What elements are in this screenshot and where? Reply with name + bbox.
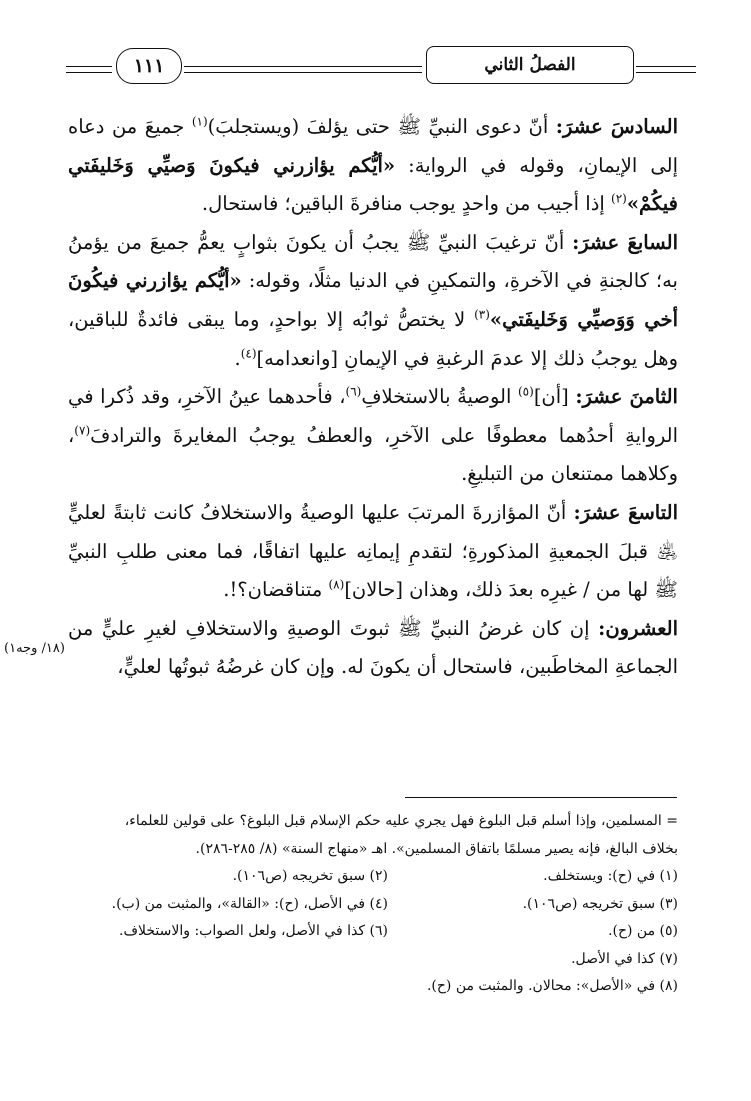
paragraph-18 <box>68 378 678 494</box>
footnote-8: (٨) في «الأصل»: محالان. والمثبت من (ح). <box>426 978 678 994</box>
paragraph-19 <box>68 494 678 610</box>
header-rule-middle <box>184 66 422 73</box>
footnote-row <box>66 891 678 919</box>
paragraph-lead: السابعَ عشرَ: <box>572 230 678 254</box>
footnote-3: (٣) سبق تخريجه (ص١٠٦). <box>522 895 678 912</box>
paragraph-lead: السادسَ عشرَ: <box>555 115 678 138</box>
paragraph-text: لا يختصُّ ثوابُه إلا بواحدٍ، وما يبقى فائدةٌ للباقين، وهل يوجبُ ذلك إلا عدمَ الرغبةِ في الإيمانِ [وانعدامه] <box>68 307 678 370</box>
hadith-quote: «أيُّكم يؤازرني فيكونَ وَصيِّي وَخَليفَتي فيكُمْ» <box>68 153 678 216</box>
footnote-ref: (٧) <box>74 423 91 438</box>
footnote-ref: (٥) <box>517 384 534 399</box>
paragraph-text: متناقضان؟!. <box>223 578 329 602</box>
paragraph-17 <box>68 224 678 378</box>
paragraph-text: أنّ المؤازرةَ المرتبَ عليها الوصيةُ والاستخلافُ كانت ثابتةً لعليٍّ ﵁ قبلَ الجمعيةِ المذكورةِ؛ لتقدمِ إيمانِه عليها اتفاقًا، فما معنى طلبِ النبيِّ ﷺ لها من / غيرِه بعدَ ذلك، وهذان [حالان] <box>68 500 678 602</box>
main-text <box>68 108 678 687</box>
footnotes <box>66 808 678 1001</box>
paragraph-text: [أن] <box>533 385 576 409</box>
manuscript-folio-note: (١٨/ وجه١) <box>4 641 65 656</box>
footnote-row <box>66 863 678 891</box>
paragraph-text: الوصيةُ بالاستخلافِ <box>361 385 518 409</box>
footnote-separator <box>405 797 677 798</box>
footnote-4: (٤) في الأصل، (ح): «القالة»، والمثبت من (ب). <box>111 895 388 912</box>
header-rule-right <box>636 66 696 73</box>
paragraph-text: إن كان غرضُ النبيِّ ﷺ ثبوتَ الوصيةِ والاستخلافِ لغيرِ عليٍّ من الجماعةِ المخاطَبين، فاستحال أن يكونَ له. وإن كان غرضُهُ ثبوتُها لعليٍّ، <box>68 616 678 679</box>
footnote-6: (٦) كذا في الأصل، ولعل الصواب: والاستخلاف. <box>119 923 388 939</box>
footnote-2: (٢) سبق تخريجه (ص١٠٦). <box>232 868 388 884</box>
footnote-ref: (٢) <box>611 191 627 206</box>
paragraph-text: أنّ ترغيبَ النبيِّ ﷺ يجبُ أن يكونَ بثوابٍ يعمُّ جميعَ من يؤمنُ به؛ كالجنةِ في الآخرةِ، والتمكينِ في الدنيا مثلًا، وقوله: <box>68 230 678 293</box>
paragraph-lead: العشرون: <box>598 616 678 640</box>
footnote-ref: (٣) <box>474 307 490 322</box>
paragraph-text: ، فأحدهما عينُ الآخرِ، وقد ذُكرا في الروايةِ أحدُهما معطوفًا على الآخرِ، والعطفُ يوجبُ المغايرةَ والترادفَ <box>68 385 678 447</box>
footnote-ref: (٦) <box>345 384 362 399</box>
footnote-ref: (١) <box>191 114 208 129</box>
paragraph-lead: الثامنَ عشرَ: <box>575 385 678 409</box>
paragraph-20 <box>68 610 678 687</box>
paragraph-lead: التاسعَ عشرَ: <box>573 500 678 524</box>
footnote-row <box>66 918 678 946</box>
footnote-continuation: بخلاف البالغ، فإنه يصير مسلمًا باتفاق المسلمين». اهـ «منهاج السنة» (٨/ ٢٨٥-٢٨٦). <box>195 840 678 857</box>
footnote-ref: (٨) <box>328 577 345 592</box>
paragraph-text: . <box>234 346 241 370</box>
page-number: ١١١ <box>116 48 182 84</box>
footnote-1: (١) في (ح): ويستخلف. <box>543 868 678 884</box>
paragraph-text: جميعَ من دعاه إلى الإيمانِ، وقوله في الرواية: <box>68 115 678 177</box>
chapter-title: الفصلُ الثاني <box>426 46 634 84</box>
hadith-quote: «أيُّكم يؤازرني فيكُونَ أخي وَوَصيِّي وَخَليفَتي» <box>68 269 678 331</box>
header-rule-left <box>66 66 112 73</box>
page-header <box>66 44 696 94</box>
paragraph-text: ، وكلاهما ممتنعان من التبليغِ. <box>68 423 678 486</box>
footnote-continuation: = المسلمين، وإذا أسلم قبل البلوغ فهل يجري عليه حكم الإسلام قبل البلوغ؟ على قولين للعلماء، <box>124 813 678 829</box>
paragraph-16 <box>68 108 678 224</box>
footnote-7: (٧) كذا في الأصل. <box>571 950 678 967</box>
footnote-5: (٥) من (ح). <box>608 923 678 939</box>
paragraph-text: إذا أجيب من واحدٍ يوجب منافرةَ الباقين؛ فاستحال. <box>201 192 612 216</box>
footnote-ref: (٤) <box>240 346 257 361</box>
paragraph-text: أنّ دعوى النبيِّ ﷺ حتى يؤلفَ (ويستجلبَ) <box>207 115 556 138</box>
